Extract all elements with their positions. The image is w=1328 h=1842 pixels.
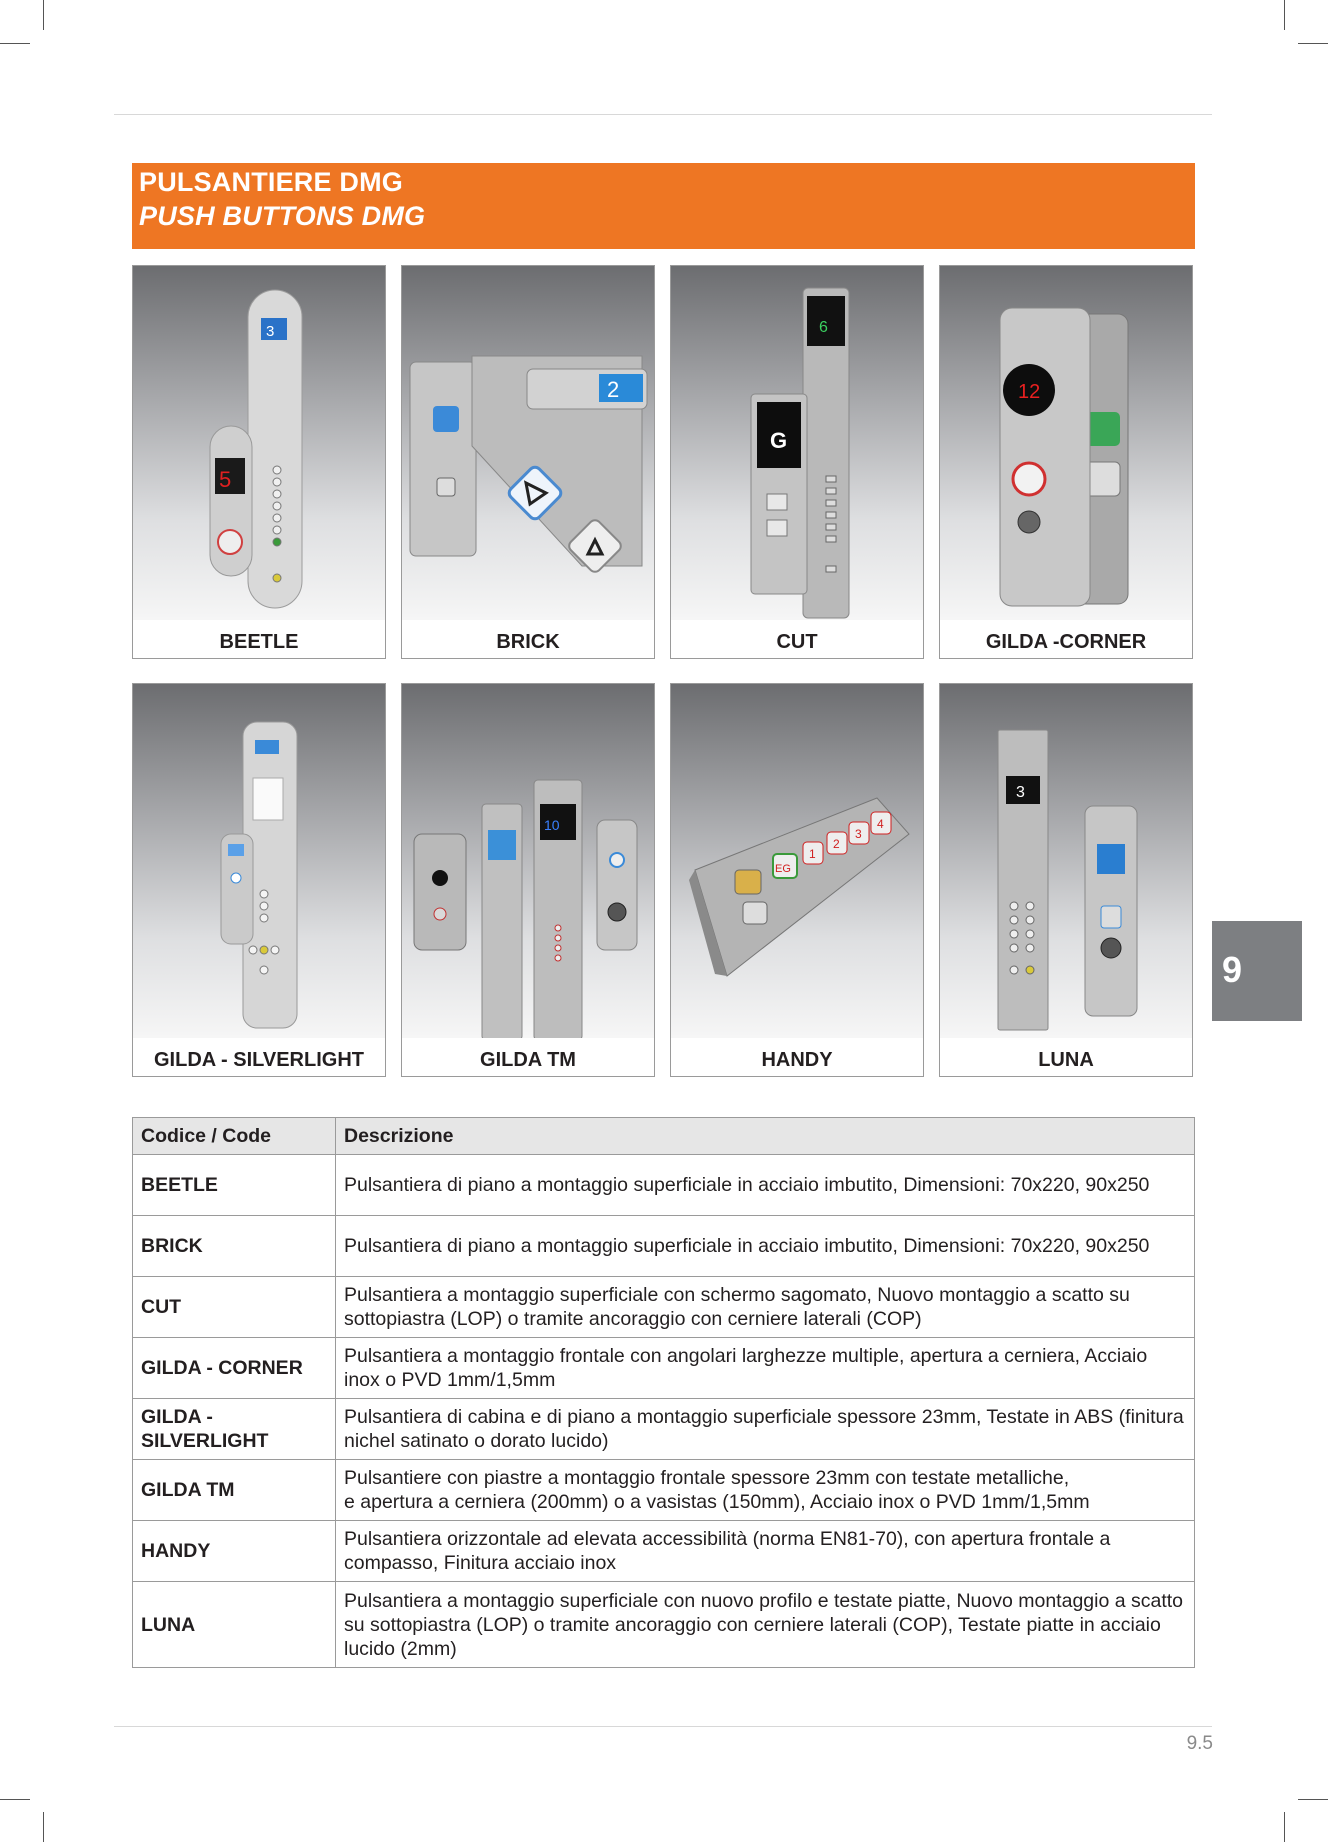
product-code: BRICK [133,1216,336,1277]
product-description: Pulsantiera di piano a montaggio superficiale in acciaio imbutito, Dimensioni: 70x220, 90x250 [336,1155,1195,1216]
table-row [133,1338,1195,1399]
product-description: Pulsantiera di piano a montaggio superficiale in acciaio imbutito, Dimensioni: 70x220, 90x250 [336,1216,1195,1277]
product-photo-gilda-silverlight [133,684,385,1038]
crop-mark [1298,43,1328,44]
product-code: GILDA - CORNER [133,1338,336,1399]
product-photo-cut [671,266,923,620]
display-digit: 12 [1018,381,1041,403]
product-photo-handy [671,684,923,1038]
key-label: 1 [809,847,816,861]
product-description: Pulsantiera a montaggio superficiale con schermo sagomato, Nuovo montaggio a scatto su sottopiastra (LOP) o tramite ancoraggio con cerniere laterali (COP) [336,1277,1195,1338]
product-description: Pulsantiera a montaggio superficiale con nuovo profilo e testate piatte, Nuovo montaggio a scatto su sottopiastra (LOP) o tramite ancoraggio con cerniere laterali (COP), Testate piatte in acciaio lucido (2mm) [336,1582,1195,1668]
page-number: 9.5 [1186,1733,1213,1754]
table-header-row [133,1118,1195,1155]
product-photo-luna [940,684,1192,1038]
product-code: LUNA [133,1582,336,1668]
display-digit: 2 [607,377,620,402]
product-code: GILDA TM [133,1460,336,1521]
bottom-rule [114,1726,1212,1727]
display-digit: 3 [1016,784,1025,801]
product-name: LUNA [1038,1049,1094,1071]
product-description: Pulsantiera a montaggio frontale con angolari larghezze multiple, apertura a cerniera, Acciaio inox o PVD 1mm/1,5mm [336,1338,1195,1399]
table-row [133,1460,1195,1521]
display-digit: 10 [544,817,560,833]
display-digit: 6 [819,319,828,336]
product-card-luna [939,683,1193,1077]
crop-mark [1284,0,1285,30]
product-card-gilda-corner [939,265,1193,659]
product-photo-gilda-corner [940,266,1192,620]
product-name: BRICK [496,631,560,653]
key-label: 4 [877,817,884,831]
product-name: GILDA - SILVERLIGHT [154,1049,364,1071]
table-row [133,1399,1195,1460]
key-label: EG [775,863,791,875]
product-code: GILDA - SILVERLIGHT [133,1399,336,1460]
product-code: BEETLE [133,1155,336,1216]
product-photo-beetle [133,266,385,620]
product-name: CUT [776,631,818,653]
table-row [133,1155,1195,1216]
chapter-number: 9 [1222,949,1243,990]
product-description: Pulsantiere con piastre a montaggio frontale spessore 23mm con testate metalliche, e apertura a cerniera (200mm) o a vasistas (150mm), Acciaio inox o PVD 1mm/1,5mm [336,1460,1195,1521]
crop-mark [1284,1812,1285,1842]
product-code: CUT [133,1277,336,1338]
table-row [133,1277,1195,1338]
display-digit: G [770,428,788,453]
product-photo-brick [402,266,654,620]
crop-mark [43,1812,44,1842]
product-name: GILDA -CORNER [985,631,1147,653]
crop-mark [1298,1799,1328,1800]
product-name: HANDY [761,1049,833,1071]
product-description: Pulsantiera di cabina e di piano a montaggio superficiale spessore 23mm, Testate in ABS (finitura nichel satinato o dorato lucido) [336,1399,1195,1460]
crop-mark [0,43,30,44]
product-card-gilda-silverlight [132,683,386,1077]
key-label: 3 [855,827,862,841]
column-header-description: Descrizione [336,1118,1195,1155]
product-card-brick [401,265,655,659]
table-row [133,1582,1195,1668]
display-digit: 3 [266,323,275,340]
crop-mark [0,1799,30,1800]
table-row [133,1216,1195,1277]
product-description: Pulsantiera orizzontale ad elevata accessibilità (norma EN81-70), con apertura frontale a compasso, Finitura acciaio inox [336,1521,1195,1582]
product-table [132,1117,1195,1668]
chapter-tab [1212,921,1302,1021]
section-header [132,163,1195,249]
product-card-beetle [132,265,386,659]
product-card-cut [670,265,924,659]
crop-mark [43,0,44,30]
product-name: GILDA TM [480,1049,576,1071]
display-digit: 5 [219,467,232,492]
product-card-handy [670,683,924,1077]
top-rule [114,114,1212,115]
product-card-gilda-tm [401,683,655,1077]
product-photo-gilda-tm [402,684,654,1038]
product-name: BEETLE [219,631,299,653]
title-italian: PULSANTIERE DMG [139,167,404,197]
product-code: HANDY [133,1521,336,1582]
title-english: PUSH BUTTONS DMG [139,201,426,231]
table-row [133,1521,1195,1582]
column-header-code: Codice / Code [133,1118,336,1155]
key-label: 2 [833,837,840,851]
